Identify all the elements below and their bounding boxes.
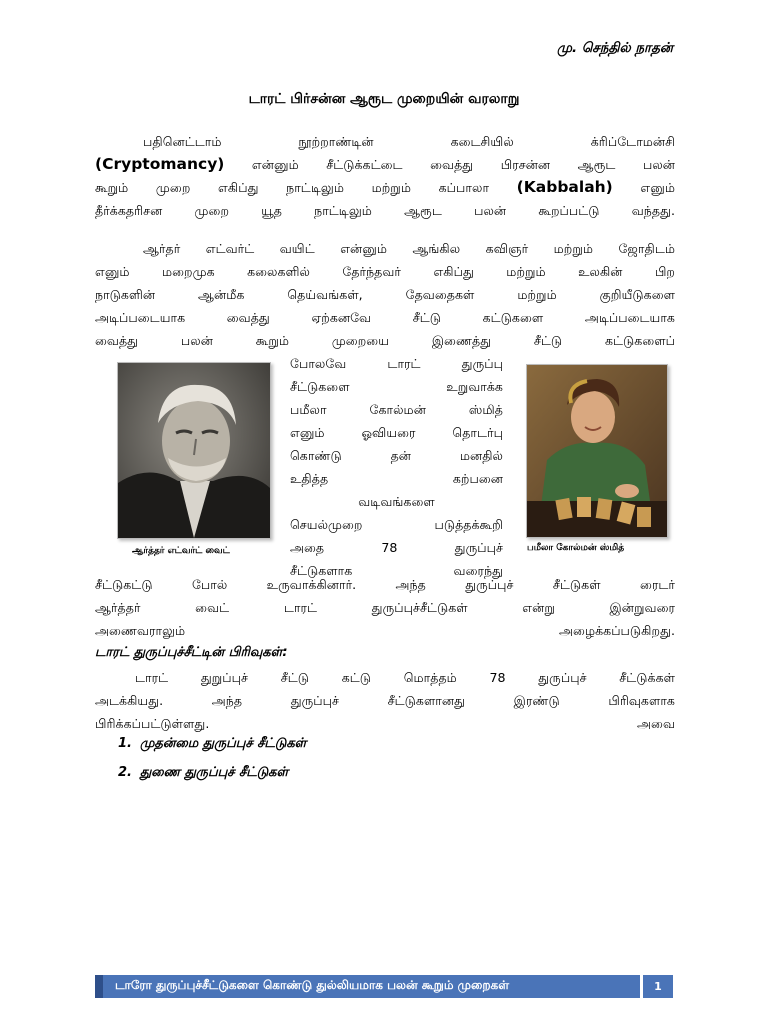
- portrait-photo-arthur-waite: [117, 362, 271, 539]
- paragraph-3-line-2: ஆர்த்தர் வைட் டாரட் துருப்புச்சீட்டுகள் என்று இன்றுவரை: [95, 600, 675, 615]
- paragraph-3-line-1: சீட்டுகட்டு போல் உருவாக்கினார். அந்த துருப்புச் சீட்டுகள் ரைடர்: [95, 577, 675, 592]
- paragraph-4-line-1: டாரட் துறுப்புச் சீட்டு கட்டு மொத்தம் 78 துருப்புச் சீட்டுக்கள்: [135, 670, 675, 685]
- wrap-line-6: உதித்த கற்பனை: [290, 471, 503, 486]
- paragraph-1: [95, 130, 675, 222]
- portrait-pamela-smith-image: [527, 365, 667, 537]
- caption-arthur-waite: ஆர்த்தர் எட்வர்ட் வைட்: [132, 546, 230, 556]
- cryptomancy-term: (Cryptomancy): [95, 155, 225, 173]
- paragraph-4: [95, 666, 675, 735]
- paragraph-2-line-5: வைத்து பலன் கூறும் முறையை இணைத்து சீட்டு கட்டுகளைப்: [95, 333, 675, 348]
- paragraph-2-line-4: அடிப்படையாக வைத்து ஏற்கனவே சீட்டு கட்டுகளை அடிப்படையாக: [95, 310, 675, 325]
- page-number: 1: [643, 975, 673, 998]
- list-item-number: 1.: [118, 736, 132, 751]
- wrap-line-2: சீட்டுகளை உறுவாக்க: [290, 379, 503, 394]
- section-subheading: டாரட் துருப்புச்சீட்டின் பிரிவுகள்:: [95, 645, 288, 660]
- portrait-arthur-waite-image: [118, 363, 270, 538]
- paragraph-1-line-3: [95, 176, 675, 199]
- paragraph-1-line-2: [95, 153, 675, 176]
- portrait-photo-pamela-smith: [526, 364, 668, 538]
- paragraph-4-line-3: பிரிக்கப்பட்டுள்ளது. அவை: [95, 716, 675, 731]
- paragraph-1-line-3-post: எனும்: [612, 180, 675, 195]
- wrap-line-7: வடிவங்களை: [358, 494, 435, 509]
- wrap-line-5: கொண்டு தன் மனதில்: [290, 448, 503, 463]
- list-item: [118, 765, 288, 781]
- paragraph-4-line-2: அடக்கியது. அந்த துருப்புச் சீட்டுகளானது இரண்டு பிரிவுகளாக: [95, 693, 675, 708]
- list-item: [118, 736, 306, 752]
- paragraph-1-line-1: பதினெட்டாம் நூற்றாண்டின் கடைசியில் க்ரிப்டோமன்சி: [143, 134, 675, 149]
- wrap-line-9: அதை 78 துருப்புச்: [290, 540, 503, 555]
- wrapped-text-column: [290, 352, 503, 582]
- wrap-line-10: சீட்டுகளாக வரைந்து: [290, 563, 503, 578]
- wrap-line-4: எனும் ஓவியரை தொடர்பு: [290, 425, 503, 440]
- list-item-text: முதன்மை துருப்புச் சீட்டுகள்: [140, 736, 307, 751]
- paragraph-2-line-2: எனும் மறைமுக கலைகளில் தேர்ந்தவர் எகிப்து மற்றும் உலகின் பிற: [95, 264, 675, 279]
- paragraph-2-line-3: நாடுகளின் ஆன்மீக தெய்வங்கள், தேவதைகள் மற்றும் குறியீடுகளை: [95, 287, 675, 302]
- wrap-line-1: போலவே டாரட் துருப்பு: [290, 356, 503, 371]
- page-title: டாரட் பிர்சன்ன ஆரூட முறையின் வரலாறு: [248, 91, 520, 107]
- footer-title: டாரோ துருப்புச்சீட்டுகளை கொண்டு துல்லியமாக பலன் கூறும் முறைகள்: [115, 978, 510, 992]
- kabbalah-term: (Kabbalah): [516, 178, 613, 196]
- paragraph-1-line-2-text: என்னும் சீட்டுக்கட்டை வைத்து பிரசன்ன ஆரூட பலன்: [224, 157, 675, 172]
- page-footer: [95, 975, 673, 998]
- wrap-line-8: செயல்முறை படுத்தக்கூறி: [290, 517, 503, 532]
- paragraph-2-line-1: ஆர்தர் எட்வர்ட் வயிட் என்னும் ஆங்கில கவிஞர் மற்றும் ஜோதிடம்: [143, 241, 675, 256]
- paragraph-1-line-4: தீர்க்கதரிசன முறை யூத நாட்டிலும் ஆரூட பலன் கூறப்பட்டு வந்தது.: [95, 203, 675, 218]
- paragraph-2: [95, 237, 675, 352]
- list-item-number: 2.: [118, 765, 132, 780]
- caption-pamela-smith: பமீலா கோல்மன் ஸ்மித்: [527, 543, 625, 553]
- paragraph-3-line-3: அணைவராலும் அழைக்கப்படுகிறது.: [95, 623, 675, 638]
- paragraph-3: [95, 573, 675, 642]
- paragraph-1-line-3-pre: கூறும் முறை எகிப்து நாட்டிலும் மற்றும் கப்பாலா: [95, 180, 517, 195]
- author-name: மு. செந்தில் நாதன்: [556, 40, 673, 56]
- wrap-line-3: பமீலா கோல்மன் ஸ்மித்: [290, 402, 503, 417]
- list-item-text: துணை துருப்புச் சீட்டுகள்: [140, 765, 289, 780]
